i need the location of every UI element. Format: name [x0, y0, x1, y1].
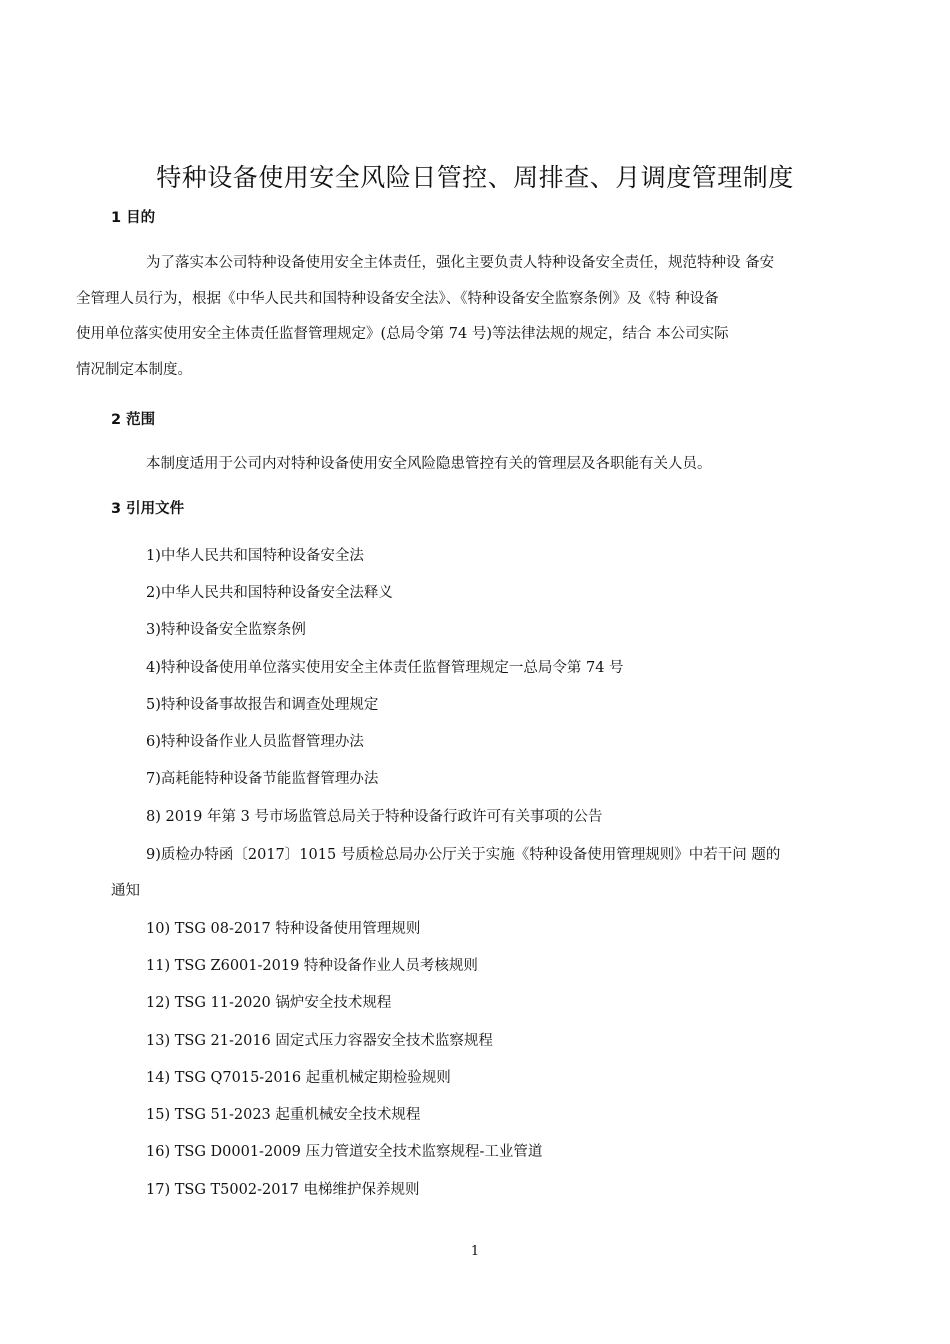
- reference-item: 5)特种设备事故报告和调查处理规定: [146, 697, 379, 713]
- purpose-paragraph: [76, 246, 839, 388]
- reference-item: 17) TSG T5002-2017 电梯维护保养规则: [146, 1182, 420, 1198]
- reference-item: 7)高耗能特种设备节能监督管理办法: [146, 771, 379, 787]
- reference-item: 11) TSG Z6001-2019 特种设备作业人员考核规则: [146, 958, 478, 974]
- reference-item: 4)特种设备使用单位落实使用安全主体责任监督管理规定一总局令第 74 号: [146, 660, 624, 676]
- reference-item: 10) TSG 08-2017 特种设备使用管理规则: [146, 921, 421, 937]
- reference-item: 2)中华人民共和国特种设备安全法释义: [146, 585, 393, 601]
- purpose-line: 为了落实本公司特种设备使用安全主体责任，强化主要负责人特种设备安全责任，规范特种设 备安: [146, 255, 775, 271]
- reference-item: 8) 2019 年第 3 号市场监管总局关于特种设备行政许可有关事项的公告: [146, 809, 603, 825]
- reference-item: 15) TSG 51-2023 起重机械安全技术规程: [146, 1107, 421, 1123]
- scope-paragraph: 本制度适用于公司内对特种设备使用安全风险隐患管控有关的管理层及各职能有关人员。: [146, 456, 712, 472]
- page-number: 1: [470, 1244, 480, 1259]
- section-heading-references: 3 引用文件: [111, 501, 185, 517]
- reference-item: 3)特种设备安全监察条例: [146, 622, 306, 638]
- purpose-line: 使用单位落实使用安全主体责任监督管理规定》(总局令第 74 号)等法律法规的规定，结合 本公司实际: [76, 326, 729, 342]
- reference-item: 9)质检办特函〔2017〕1015 号质检总局办公厅关于实施《特种设备使用管理规则》中若干问 题的: [146, 847, 781, 863]
- reference-item: 16) TSG D0001-2009 压力管道安全技术监察规程-工业管道: [146, 1144, 543, 1160]
- reference-item: 13) TSG 21-2016 固定式压力容器安全技术监察规程: [146, 1033, 493, 1049]
- document-title: 特种设备使用安全风险日管控、周排查、月调度管理制度: [156, 163, 794, 192]
- purpose-line: 情况制定本制度。: [76, 361, 192, 378]
- section-heading-purpose: 1 目的: [111, 210, 156, 226]
- section-heading-scope: 2 范围: [111, 412, 156, 428]
- reference-item: 6)特种设备作业人员监督管理办法: [146, 734, 364, 750]
- reference-item-continuation: 通知: [111, 883, 140, 899]
- purpose-line: 全管理人员行为，根据《中华人民共和国特种设备安全法》、《特种设备安全监察条例》及《特 种设备: [76, 290, 719, 307]
- reference-item: 12) TSG 11-2020 锅炉安全技术规程: [146, 995, 392, 1011]
- reference-item: 1)中华人民共和国特种设备安全法: [146, 548, 364, 564]
- reference-item: 14) TSG Q7015-2016 起重机械定期检验规则: [146, 1070, 451, 1086]
